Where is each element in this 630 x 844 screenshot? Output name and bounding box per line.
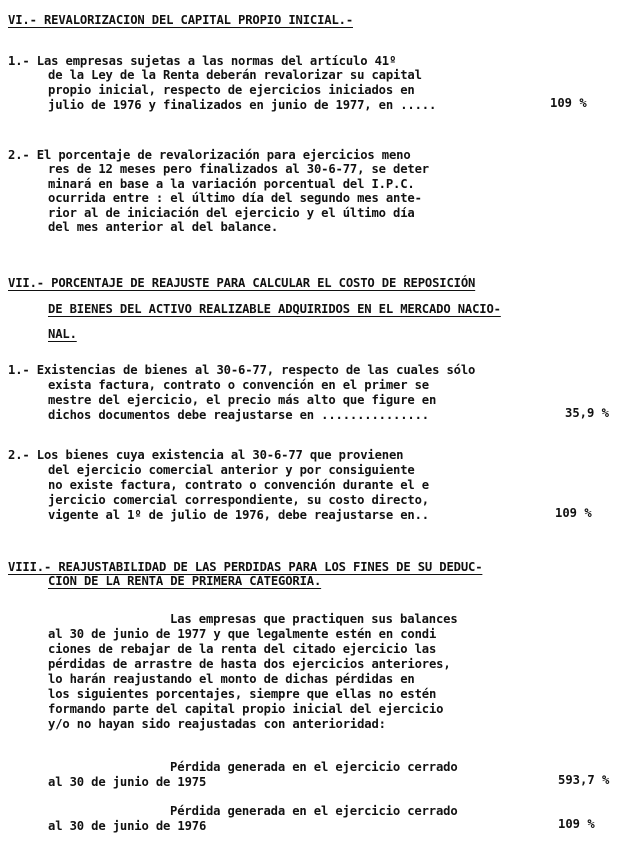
section-6-heading: VI.- REVALORIZACION DEL CAPITAL PROPIO INICIAL.- (8, 13, 353, 27)
s7-item2-line1: 2.- Los bienes cuya existencia al 30-6-77 que provienen (8, 448, 404, 462)
section-8-heading-line1: VIII.- REAJUSTABILIDAD DE LAS PERDIDAS PARA LOS FINES DE SU DEDUC- (8, 560, 483, 574)
s7-item1-line2: exista factura, contrato o convención en el primer se (48, 378, 429, 392)
s6-item1-line4: julio de 1976 y finalizados en junio de 1977, en ..... (48, 98, 437, 112)
s6-item2-line6: del mes anterior al del balance. (48, 220, 278, 234)
s8-loss2-line1: Pérdida generada en el ejercicio cerrado (170, 804, 458, 818)
s8-paragraph-line6: los siguientes porcentajes, siempre que ellas no estén (48, 687, 437, 701)
s6-item1-line1: 1.- Las empresas sujetas a las normas del artículo 41º (8, 54, 397, 68)
s8-loss1-value: 593,7 % (558, 773, 610, 787)
s8-loss1-line1: Pérdida generada en el ejercicio cerrado (170, 760, 458, 774)
s6-item1-value: 109 % (550, 96, 587, 110)
s7-item2-value: 109 % (555, 506, 592, 520)
s6-item1-line3: propio inicial, respecto de ejercicios iniciados en (48, 83, 415, 97)
s6-item2-line4: ocurrida entre : el último día del segundo mes ante- (48, 191, 422, 205)
s6-item2-line5: rior al de iniciación del ejercicio y el último día (48, 206, 415, 220)
s8-paragraph-line5: lo harán reajustando el monto de dichas pérdidas en (48, 672, 415, 686)
s7-item1-line3: mestre del ejercicio, el precio más alto que figure en (48, 393, 437, 407)
s8-paragraph-line8: y/o no hayan sido reajustadas con anterioridad: (48, 717, 386, 731)
s7-item1-line1: 1.- Existencias de bienes al 30-6-77, respecto de las cuales sólo (8, 363, 476, 377)
section-7-heading-line1: VII.- PORCENTAJE DE REAJUSTE PARA CALCULAR EL COSTO DE REPOSICIÓN (8, 276, 476, 290)
s8-paragraph-line3: ciones de rebajar de la renta del citado ejercicio las (48, 642, 437, 656)
s8-paragraph-line7: formando parte del capital propio inicial del ejercicio (48, 702, 444, 716)
s8-loss2-value: 109 % (558, 817, 595, 831)
s7-item1-value: 35,9 % (565, 406, 610, 420)
section-8-heading-line2: CION DE LA RENTA DE PRIMERA CATEGORIA. (48, 574, 322, 588)
s8-paragraph-line1: Las empresas que practiquen sus balances (170, 612, 458, 626)
s8-loss1-line2: al 30 de junio de 1975 (48, 775, 207, 789)
section-7-heading-line2: DE BIENES DEL ACTIVO REALIZABLE ADQUIRIDOS EN EL MERCADO NACIO- (48, 302, 501, 316)
s7-item1-line4: dichos documentos debe reajustarse en ............... (48, 408, 429, 422)
s7-item2-line5: vigente al 1º de julio de 1976, debe reajustarse en.. (48, 508, 429, 522)
s8-paragraph-line2: al 30 de junio de 1977 y que legalmente estén en condi (48, 627, 437, 641)
section-7-heading-line3: NAL. (48, 327, 77, 341)
s6-item2-line3: minará en base a la variación porcentual del I.P.C. (48, 177, 415, 191)
s6-item2-line1: 2.- El porcentaje de revalorización para ejercicios meno (8, 148, 411, 162)
s7-item2-line4: jercicio comercial correspondiente, su costo directo, (48, 493, 429, 507)
s7-item2-line3: no existe factura, contrato o convención durante el e (48, 478, 429, 492)
s7-item2-line2: del ejercicio comercial anterior y por consiguiente (48, 463, 415, 477)
s6-item1-line2: de la Ley de la Renta deberán revalorizar su capital (48, 68, 422, 82)
s8-paragraph-line4: pérdidas de arrastre de hasta dos ejercicios anteriores, (48, 657, 451, 671)
s6-item2-line2: res de 12 meses pero finalizados al 30-6-77, se deter (48, 162, 429, 176)
s8-loss2-line2: al 30 de junio de 1976 (48, 819, 207, 833)
